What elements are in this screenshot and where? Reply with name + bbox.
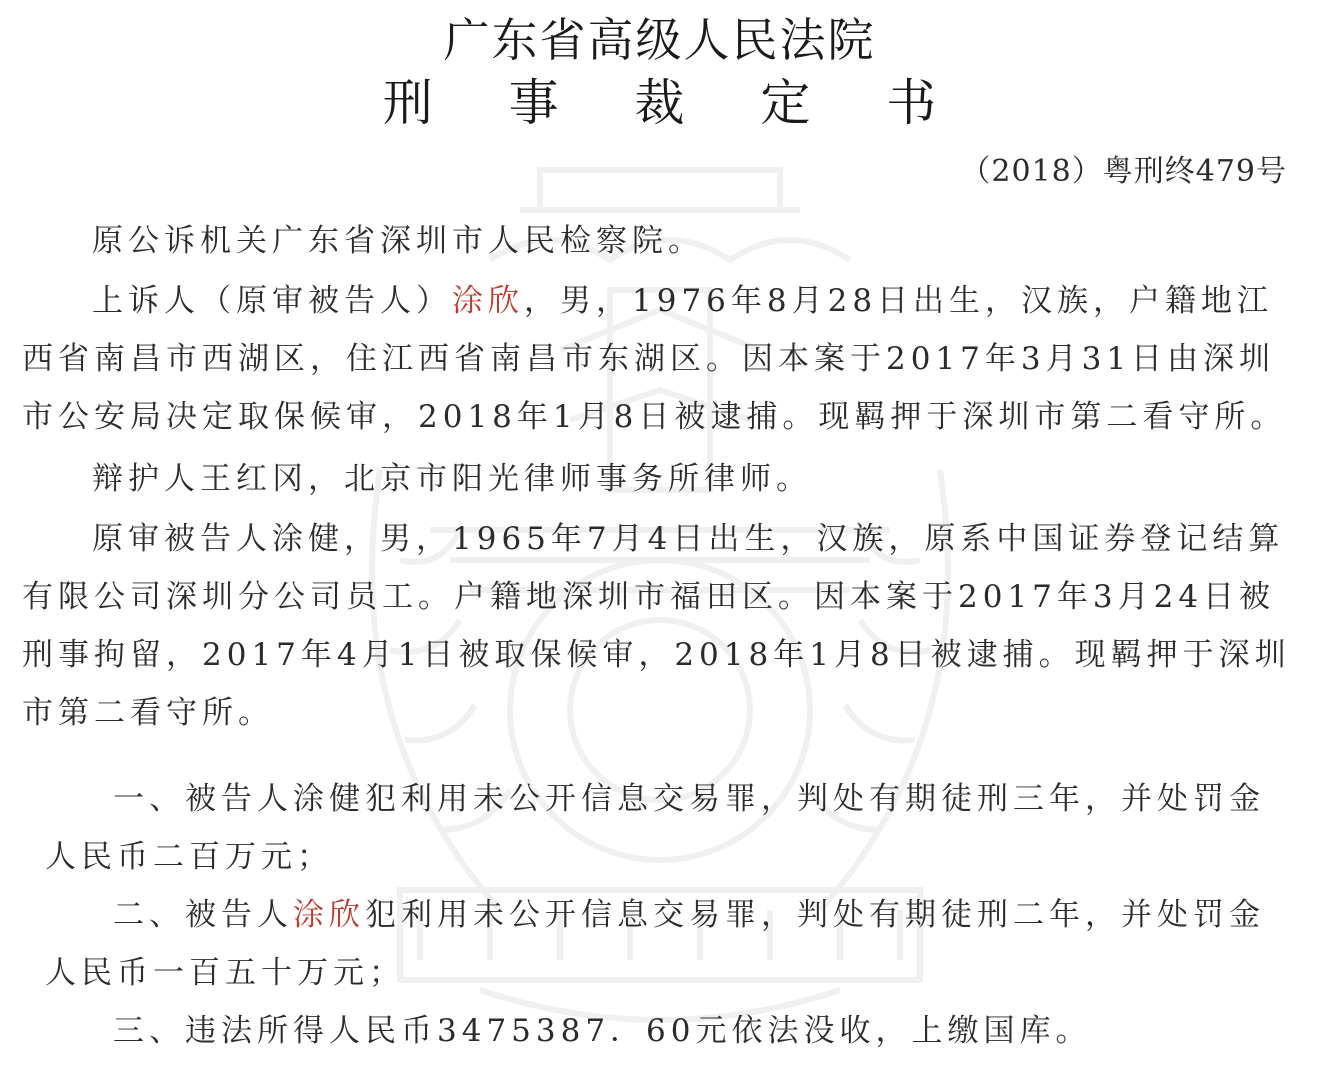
appellant-paragraph <box>22 272 1292 446</box>
co-defendant-paragraph: 原审被告人涂健，男，1965年7月4日出生，汉族，原系中国证券登记结算有限公司深圳分公司员工。户籍地深圳市福田区。因本案于2017年3月24日被刑事拘留，2017年4月1日被取保候审，2018年1月8日被逮捕。现羁押于深圳市第二看守所。 <box>22 521 1291 731</box>
verdict-item-2-rest: 犯利用未公开信息交易罪，判处有期徒刑二年，并处罚金人民币一百五十万元； <box>45 897 1265 991</box>
document-type-title: 刑 事 裁 定 书 <box>382 74 967 132</box>
court-name: 广东省高级人民法院 <box>443 13 876 67</box>
verdict-item-3: 三、违法所得人民币3475387．60元依法没收，上缴国库。 <box>113 1013 1092 1049</box>
verdict-item-2 <box>45 886 1290 1002</box>
defender-paragraph: 辩护人王红冈，北京市阳光律师事务所律师。 <box>92 461 812 497</box>
verdict-item-2-name: 涂欣 <box>293 897 365 933</box>
case-number: （2018）粤刑终479号 <box>960 154 1287 189</box>
verdict-item-2-prefix: 二、被告人 <box>113 897 293 933</box>
verdict-item-1: 一、被告人涂健犯利用未公开信息交易罪，判处有期徒刑三年，并处罚金人民币二百万元； <box>45 781 1265 875</box>
appellant-details: ，男，1976年8月28日出生，汉族，户籍地江西省南昌市西湖区，住江西省南昌市东湖区。因本案于2017年3月31日由深圳市公安局决定取保候审，2018年1月8日被逮捕。现羁押于深圳市第二看守所。 <box>22 283 1287 435</box>
prosecutor-paragraph: 原公诉机关广东省深圳市人民检察院。 <box>92 223 704 259</box>
appellant-prefix: 上诉人（原审被告人） <box>92 283 452 319</box>
appellant-name: 涂欣 <box>452 283 524 319</box>
